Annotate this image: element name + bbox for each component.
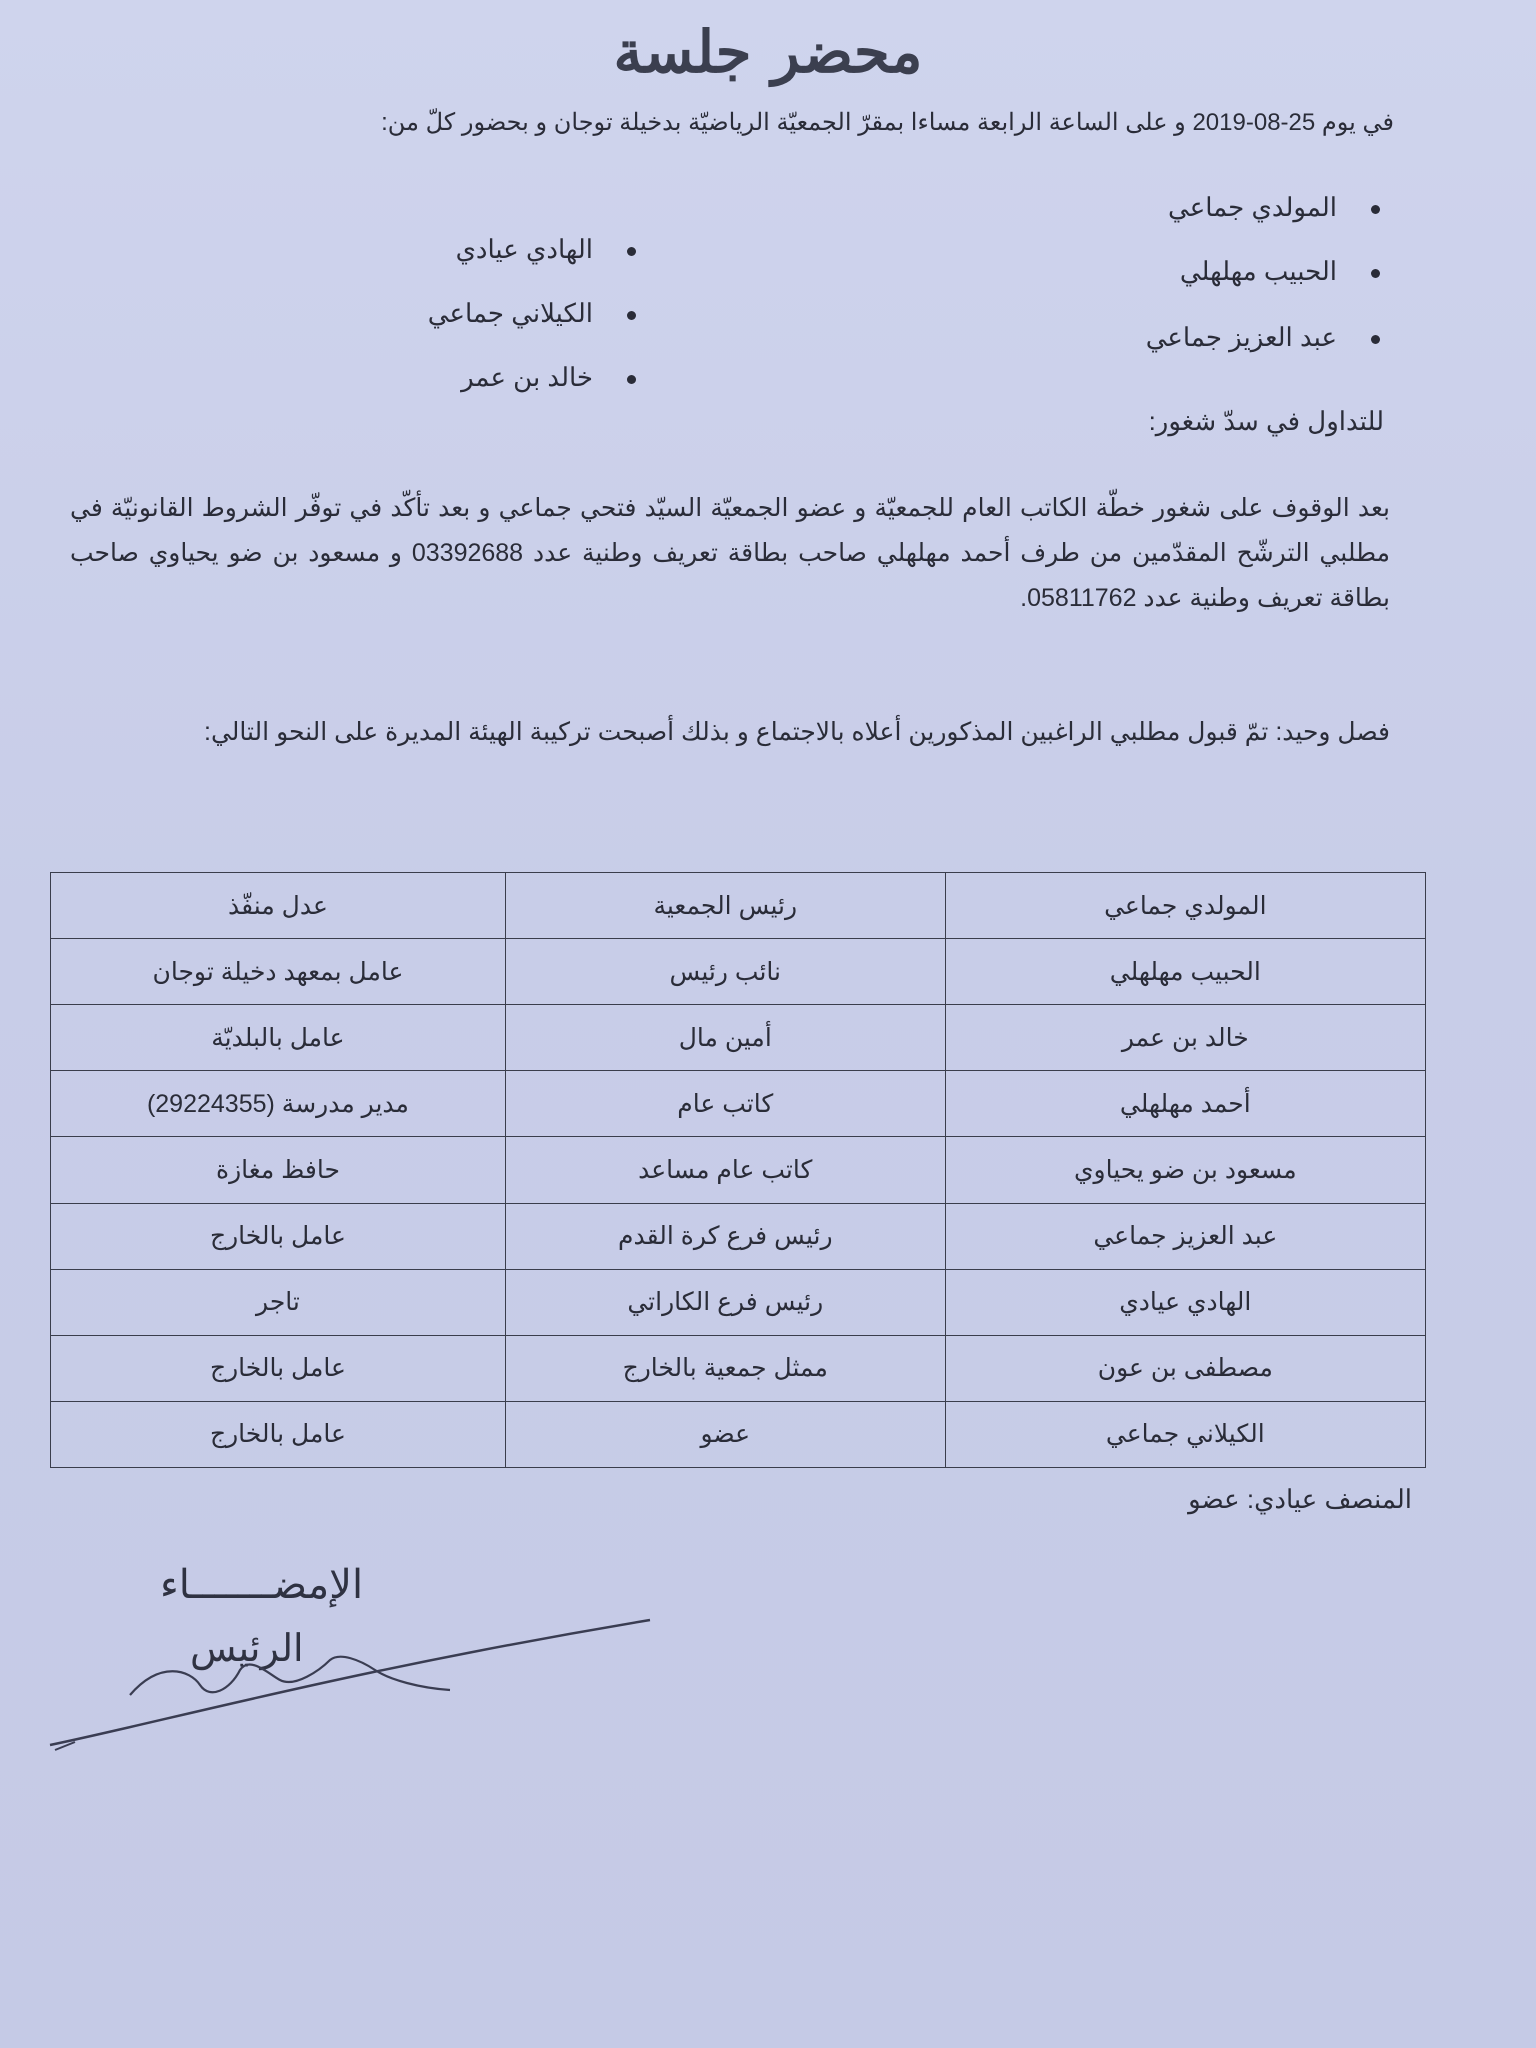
member-role: كاتب عام: [505, 1071, 945, 1137]
member-job: مدير مدرسة (29224355): [51, 1071, 506, 1137]
table-row: [51, 1137, 1426, 1203]
member-role: كاتب عام مساعد: [505, 1137, 945, 1203]
member-job: عامل بالبلديّة: [51, 1005, 506, 1071]
board-table: [50, 872, 1426, 1468]
member-name: عبد العزيز جماعي: [945, 1203, 1425, 1269]
attendee-right-1: المولدي جماعي: [1168, 192, 1380, 223]
member-role: عضو: [505, 1401, 945, 1467]
bullet-icon: [1371, 269, 1380, 278]
attendee-right-2: الحبيب مهلهلي: [1180, 256, 1380, 287]
member-job: عدل منفّذ: [51, 873, 506, 939]
table-row: [51, 1269, 1426, 1335]
member-name: الهادي عيادي: [945, 1269, 1425, 1335]
table-row: [51, 873, 1426, 939]
member-role: رئيس الجمعية: [505, 873, 945, 939]
signature-heading: الإمضـــــــاء: [160, 1562, 364, 1608]
member-name: المولدي جماعي: [945, 873, 1425, 939]
table-row: [51, 1203, 1426, 1269]
extra-member-line: المنصف عيادي: عضو: [1188, 1484, 1412, 1514]
intro-line-1: في يوم 25-08-2019 و على الساعة الرابعة مساءا بمقرّ الجمعيّة الرياضيّة بدخيلة توجان و بحضور كلّ من:: [381, 109, 1394, 136]
member-role: أمين مال: [505, 1005, 945, 1071]
decision-paragraph: فصل وحيد: تمّ قبول مطلبي الراغبين المذكورين أعلاه بالاجتماع و بذلك أصبحت تركيبة الهيئة المديرة على النحو التالي:: [204, 718, 1390, 746]
member-job: عامل بالخارج: [51, 1401, 506, 1467]
member-job: تاجر: [51, 1269, 506, 1335]
bullet-icon: [627, 311, 636, 320]
member-role: نائب رئيس: [505, 939, 945, 1005]
bullet-icon: [627, 247, 636, 256]
table-row: [51, 1401, 1426, 1467]
member-name: خالد بن عمر: [945, 1005, 1425, 1071]
signature-president-label: الرئيس: [190, 1626, 304, 1670]
member-job: حافظ مغازة: [51, 1137, 506, 1203]
table-row: [51, 1335, 1426, 1401]
member-name: مسعود بن ضو يحياوي: [945, 1137, 1425, 1203]
table-row: [51, 939, 1426, 1005]
member-name: الحبيب مهلهلي: [945, 939, 1425, 1005]
body-paragraph: بعد الوقوف على شغور خطّة الكاتب العام للجمعيّة و عضو الجمعيّة السيّد فتحي جماعي و بعد تأكّد في توفّر الشروط القانونيّة في مطلبي الترشّح المقدّمين من طرف أحمد مهلهلي صاحب بطاقة تعريف وطنية عدد 03392688 و مسعود بن ضو يحياوي صاحب بطاقة تعريف وطنية عدد 05811762.: [70, 494, 1390, 612]
member-name: أحمد مهلهلي: [945, 1071, 1425, 1137]
bullet-icon: [1371, 335, 1380, 344]
member-name: الكيلاني جماعي: [945, 1401, 1425, 1467]
agenda-line: للتداول في سدّ شغور:: [1148, 406, 1384, 436]
member-role: ممثل جمعية بالخارج: [505, 1335, 945, 1401]
member-role: رئيس فرع الكاراتي: [505, 1269, 945, 1335]
handwritten-signature: [30, 1600, 670, 1760]
attendee-left-3: خالد بن عمر: [461, 362, 636, 393]
member-role: رئيس فرع كرة القدم: [505, 1203, 945, 1269]
attendee-left-1: الهادي عيادي: [456, 234, 636, 265]
member-name: مصطفى بن عون: [945, 1335, 1425, 1401]
member-job: عامل بالخارج: [51, 1335, 506, 1401]
table-row: [51, 1071, 1426, 1137]
document-title: محضر جلسة: [613, 18, 923, 86]
member-job: عامل بمعهد دخيلة توجان: [51, 939, 506, 1005]
table-row: [51, 1005, 1426, 1071]
bullet-icon: [1371, 205, 1380, 214]
attendee-left-2: الكيلاني جماعي: [428, 298, 636, 329]
attendee-right-3: عبد العزيز جماعي: [1146, 322, 1380, 353]
bullet-icon: [627, 375, 636, 384]
member-job: عامل بالخارج: [51, 1203, 506, 1269]
